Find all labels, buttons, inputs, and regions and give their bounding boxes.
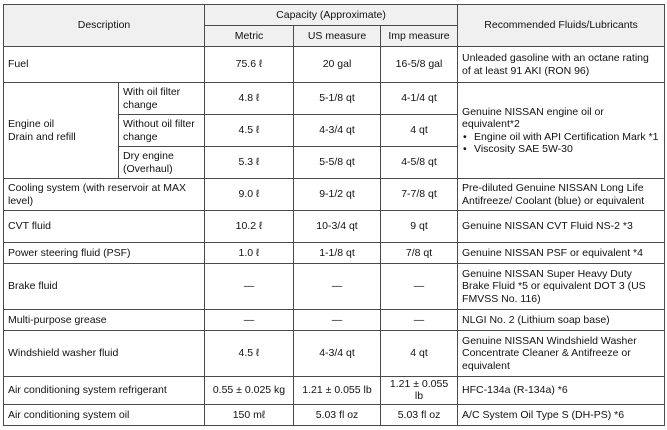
cell-fluid: Genuine NISSAN Windshield Washer Concentrate Cleaner & Antifreeze or equivalent <box>458 331 665 377</box>
cell-us: — <box>294 264 381 310</box>
row-label: Multi-purpose grease <box>4 310 205 331</box>
engine-oil-fluid-main: Genuine NISSAN engine oil or equivalent*2 <box>462 105 604 131</box>
cell-metric: 150 mℓ <box>205 404 294 425</box>
engine-oil-fluid <box>458 83 665 179</box>
row-label: Windshield washer fluid <box>4 331 205 377</box>
header-capacity: Capacity (Approximate) <box>205 5 458 26</box>
cell-us: 4-3/4 qt <box>294 115 381 147</box>
cell-imp: 16-5/8 gal <box>381 47 458 83</box>
table-row-brake <box>4 264 665 310</box>
list-item: • Engine oil with API Certification Mark *1 <box>472 131 660 143</box>
header-imp: Imp measure <box>381 26 458 47</box>
cell-imp: — <box>381 264 458 310</box>
cell-metric: 10.2 ℓ <box>205 211 294 243</box>
cell-fluid: Pre-diluted Genuine NISSAN Long Life Antifreeze/ Coolant (blue) or equivalent <box>458 179 665 211</box>
cell-imp: 1.21 ± 0.055 lb <box>381 377 458 405</box>
cell-metric: 4.8 ℓ <box>205 83 294 115</box>
row-label: Air conditioning system oil <box>4 404 205 425</box>
cell-imp: 7/8 qt <box>381 243 458 264</box>
cell-fluid: NLGI No. 2 (Lithium soap base) <box>458 310 665 331</box>
row-label: Brake fluid <box>4 264 205 310</box>
engine-oil-label <box>4 83 119 179</box>
cell-imp: 5.03 fl oz <box>381 404 458 425</box>
header-description: Description <box>4 5 205 47</box>
table-row-cvt <box>4 211 665 243</box>
cell-us: 5.03 fl oz <box>294 404 381 425</box>
cell-imp: 4-1/4 qt <box>381 83 458 115</box>
table-row-engine-oil-filter <box>4 83 665 115</box>
cell-us: 5-5/8 qt <box>294 147 381 179</box>
table-row-psf <box>4 243 665 264</box>
row-label: Air conditioning system refrigerant <box>4 377 205 405</box>
capacities-table <box>3 4 665 426</box>
cell-imp: — <box>381 310 458 331</box>
row-label: Power steering fluid (PSF) <box>4 243 205 264</box>
cell-metric: 4.5 ℓ <box>205 331 294 377</box>
cell-metric: — <box>205 310 294 331</box>
cell-us: 1.21 ± 0.055 lb <box>294 377 381 405</box>
cell-imp: 7-7/8 qt <box>381 179 458 211</box>
cell-us: 1-1/8 qt <box>294 243 381 264</box>
engine-oil-label-line1: Engine oil <box>8 118 55 131</box>
header-fluids: Recommended Fluids/Lubricants <box>458 5 665 47</box>
cell-imp: 4 qt <box>381 115 458 147</box>
cell-metric: 9.0 ℓ <box>205 179 294 211</box>
cell-us: 20 gal <box>294 47 381 83</box>
cell-metric: 4.5 ℓ <box>205 115 294 147</box>
cell-us: 4-3/4 qt <box>294 331 381 377</box>
cell-us: 9-1/2 qt <box>294 179 381 211</box>
cell-us: — <box>294 310 381 331</box>
table-row-cooling <box>4 179 665 211</box>
cell-fluid: Unleaded gasoline with an octane rating of at least 91 AKI (RON 96) <box>458 47 665 83</box>
header-us: US measure <box>294 26 381 47</box>
cell-us: 10-3/4 qt <box>294 211 381 243</box>
cell-imp: 4 qt <box>381 331 458 377</box>
cell-metric: 5.3 ℓ <box>205 147 294 179</box>
engine-oil-sub-label: Without oil filter change <box>119 115 205 147</box>
engine-oil-bullets <box>462 131 660 156</box>
header-metric: Metric <box>205 26 294 47</box>
table-row-fuel <box>4 47 665 83</box>
list-item: • Viscosity SAE 5W-30 <box>472 143 660 155</box>
row-label: CVT fluid <box>4 211 205 243</box>
cell-us: 5-1/8 qt <box>294 83 381 115</box>
row-label: Cooling system (with reservoir at MAX level) <box>4 179 205 211</box>
cell-metric: 0.55 ± 0.025 kg <box>205 377 294 405</box>
capacities-document <box>3 4 665 426</box>
table-row-grease <box>4 310 665 331</box>
table-row-refrigerant <box>4 377 665 405</box>
table-row-ac-oil <box>4 404 665 425</box>
cell-metric: 1.0 ℓ <box>205 243 294 264</box>
row-label: Fuel <box>4 47 205 83</box>
cell-fluid: Genuine NISSAN PSF or equivalent *4 <box>458 243 665 264</box>
cell-fluid: Genuine NISSAN CVT Fluid NS-2 *3 <box>458 211 665 243</box>
cell-imp: 9 qt <box>381 211 458 243</box>
engine-oil-label-line2: Drain and refill <box>8 130 76 143</box>
cell-metric: 75.6 ℓ <box>205 47 294 83</box>
cell-metric: — <box>205 264 294 310</box>
table-row-washer <box>4 331 665 377</box>
engine-oil-sub-label: With oil filter change <box>119 83 205 115</box>
cell-fluid: HFC-134a (R-134a) *6 <box>458 377 665 405</box>
header-row <box>4 5 665 26</box>
cell-imp: 4-5/8 qt <box>381 147 458 179</box>
cell-fluid: A/C System Oil Type S (DH-PS) *6 <box>458 404 665 425</box>
engine-oil-sub-label: Dry engine (Overhaul) <box>119 147 205 179</box>
cell-fluid: Genuine NISSAN Super Heavy Duty Brake Fluid *5 or equivalent DOT 3 (US FMVSS No. 116) <box>458 264 665 310</box>
